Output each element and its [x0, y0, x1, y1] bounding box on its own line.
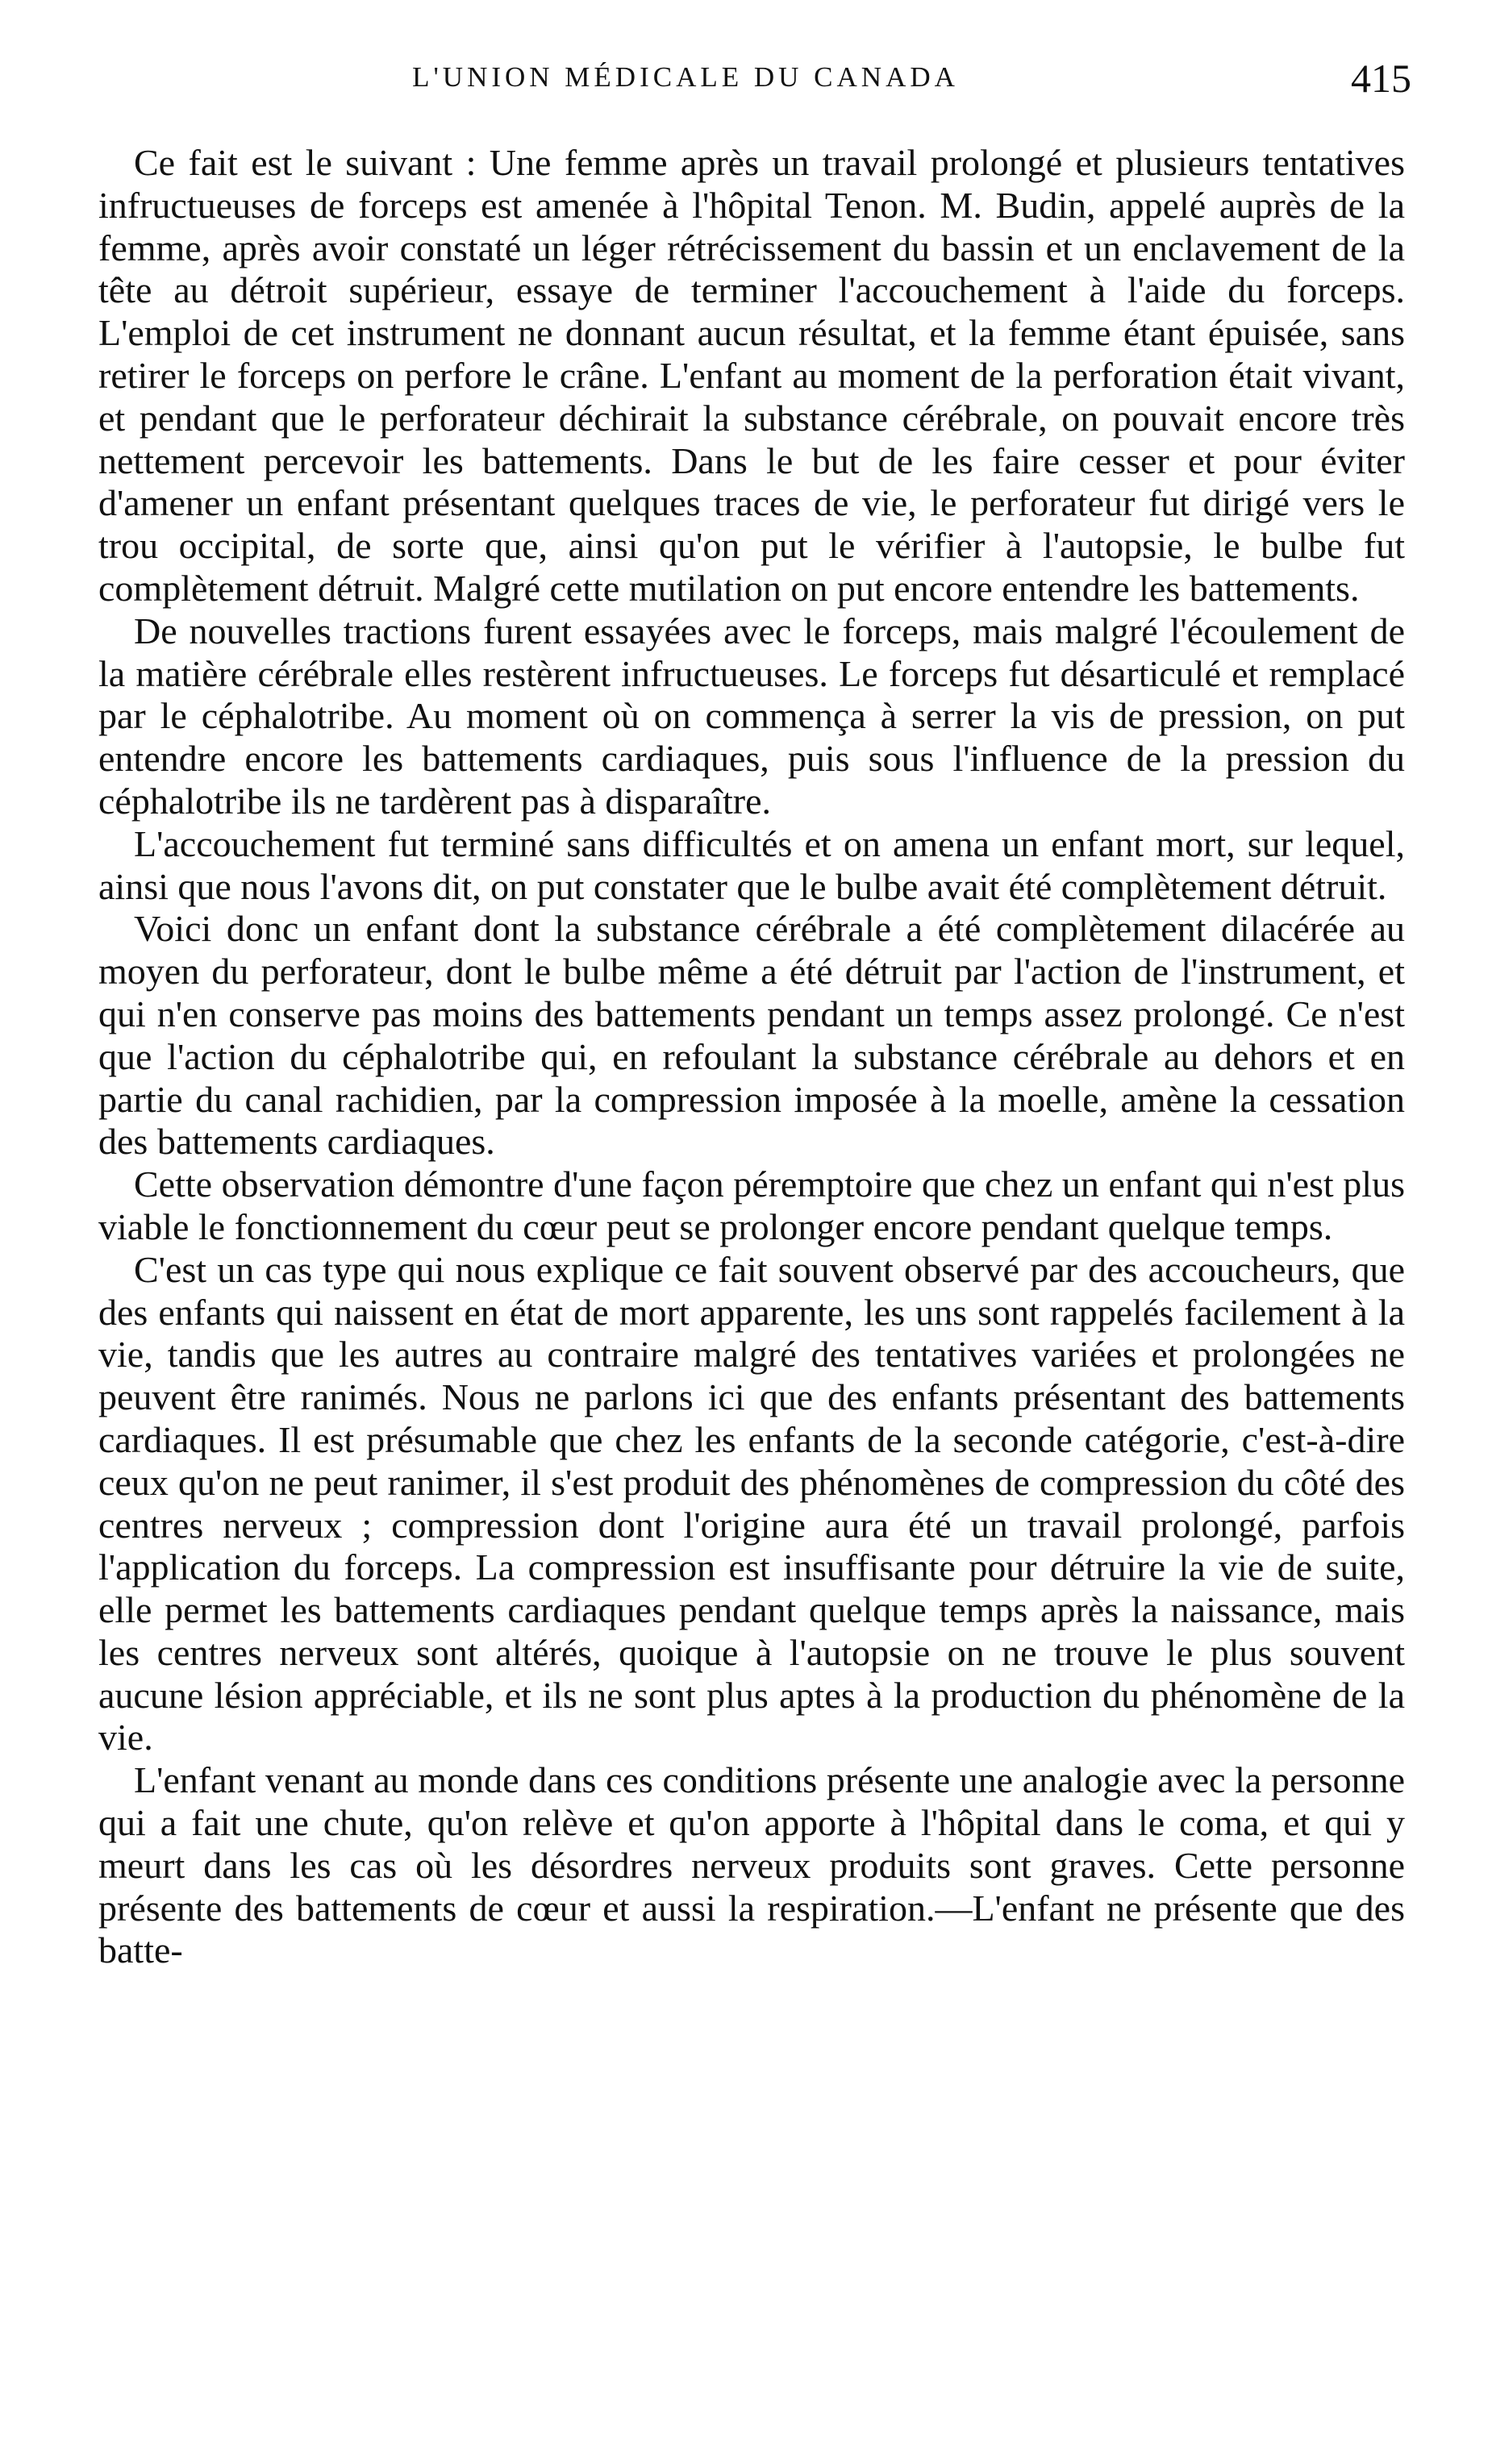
paragraph-1: Ce fait est le suivant : Une femme après un travail prolongé et plusieurs tentatives infructueuses de forceps est amenée à l'hôpital Tenon. M. Budin, appelé auprès de la femme, après avoir constaté un léger rétrécissement du bassin et un enclavement de la tête au détroit supérieur, essaye de terminer l'accouchement à l'aide du forceps. L'emploi de cet instrument ne donnant aucun résultat, et la femme étant épuisée, sans retirer le forceps on perfore le crâne. L'enfant au moment de la perforation était vivant, et pendant que le perforateur déchirait la substance cérébrale, on pouvait encore très nettement percevoir les battements. Dans le but de les faire cesser et pour éviter d'amener un enfant présentant quelques traces de vie, le perforateur fut dirigé vers le trou occipital, de sorte que, ainsi qu'on put le vérifier à l'autopsie, le bulbe fut complètement détruit. Malgré cette mutilation on put encore entendre les battements. — [98, 142, 1405, 609]
running-head: L'UNION MÉDICALE DU CANADA — [412, 61, 959, 93]
paragraph-3: L'accouchement fut terminé sans difficultés et on amena un enfant mort, sur lequel, ainsi que nous l'avons dit, on put constater que le bulbe avait été complètement détruit. — [98, 822, 1405, 907]
paragraph-6: C'est un cas type qui nous explique ce fait souvent observé par des accoucheurs, que des enfants qui naissent en état de mort apparente, les uns sont rappelés facilement à la vie, tandis que les autres au contraire malgré des tentatives variées et prolongées ne peuvent être ranimés. Nous ne parlons ici que des enfants présentant des battements cardiaques. Il est présumable que chez les enfants de la seconde catégorie, c'est-à-dire ceux qu'on ne peut ranimer, il s'est produit des phénomènes de compression du côté des centres nerveux ; compression dont l'origine aura été un travail prolongé, parfois l'application du forceps. La compression est insuffisante pour détruire la vie de suite, elle permet les battements cardiaques pendant quelque temps après la naissance, mais les centres nerveux sont altérés, quoique à l'autopsie on ne trouve le plus souvent aucune lésion appréciable, et ils ne sont plus aptes à la production du phénomène de la vie. — [98, 1248, 1405, 1759]
paragraph-5: Cette observation démontre d'une façon péremptoire que chez un enfant qui n'est plus viable le fonctionnement du cœur peut se prolonger encore pendant quelque temps. — [98, 1163, 1405, 1247]
body-text — [98, 142, 1405, 1972]
paragraph-2: De nouvelles tractions furent essayées avec le forceps, mais malgré l'écoulement de la matière cérébrale elles restèrent infructueuses. Le forceps fut désarticulé et remplacé par le céphalotribe. Au moment où on commença à serrer la vis de pression, on put entendre encore les battements cardiaques, puis sous l'influence de la pression du céphalotribe ils ne tardèrent pas à disparaître. — [98, 610, 1405, 822]
paragraph-4: Voici donc un enfant dont la substance cérébrale a été complètement dilacérée au moyen du perforateur, dont le bulbe même a été détruit par l'action de l'instrument, et qui n'en conserve pas moins des battements pendant un temps assez prolongé. Ce n'est que l'action du céphalotribe qui, en refoulant la substance cérébrale au dehors et en partie du canal rachidien, par la compression imposée à la moelle, amène la cessation des battements cardiaques. — [98, 908, 1405, 1163]
paragraph-7: L'enfant venant au monde dans ces conditions présente une analogie avec la personne qui a fait une chute, qu'on relève et qu'on apporte à l'hôpital dans le coma, et qui y meurt dans les cas où les désordres nerveux produits sont graves. Cette personne présente des battements de cœur et aussi la respiration.—L'enfant ne présente que des batte- — [98, 1759, 1405, 1971]
page-number: 415 — [1351, 56, 1411, 101]
page-header — [121, 55, 1411, 111]
